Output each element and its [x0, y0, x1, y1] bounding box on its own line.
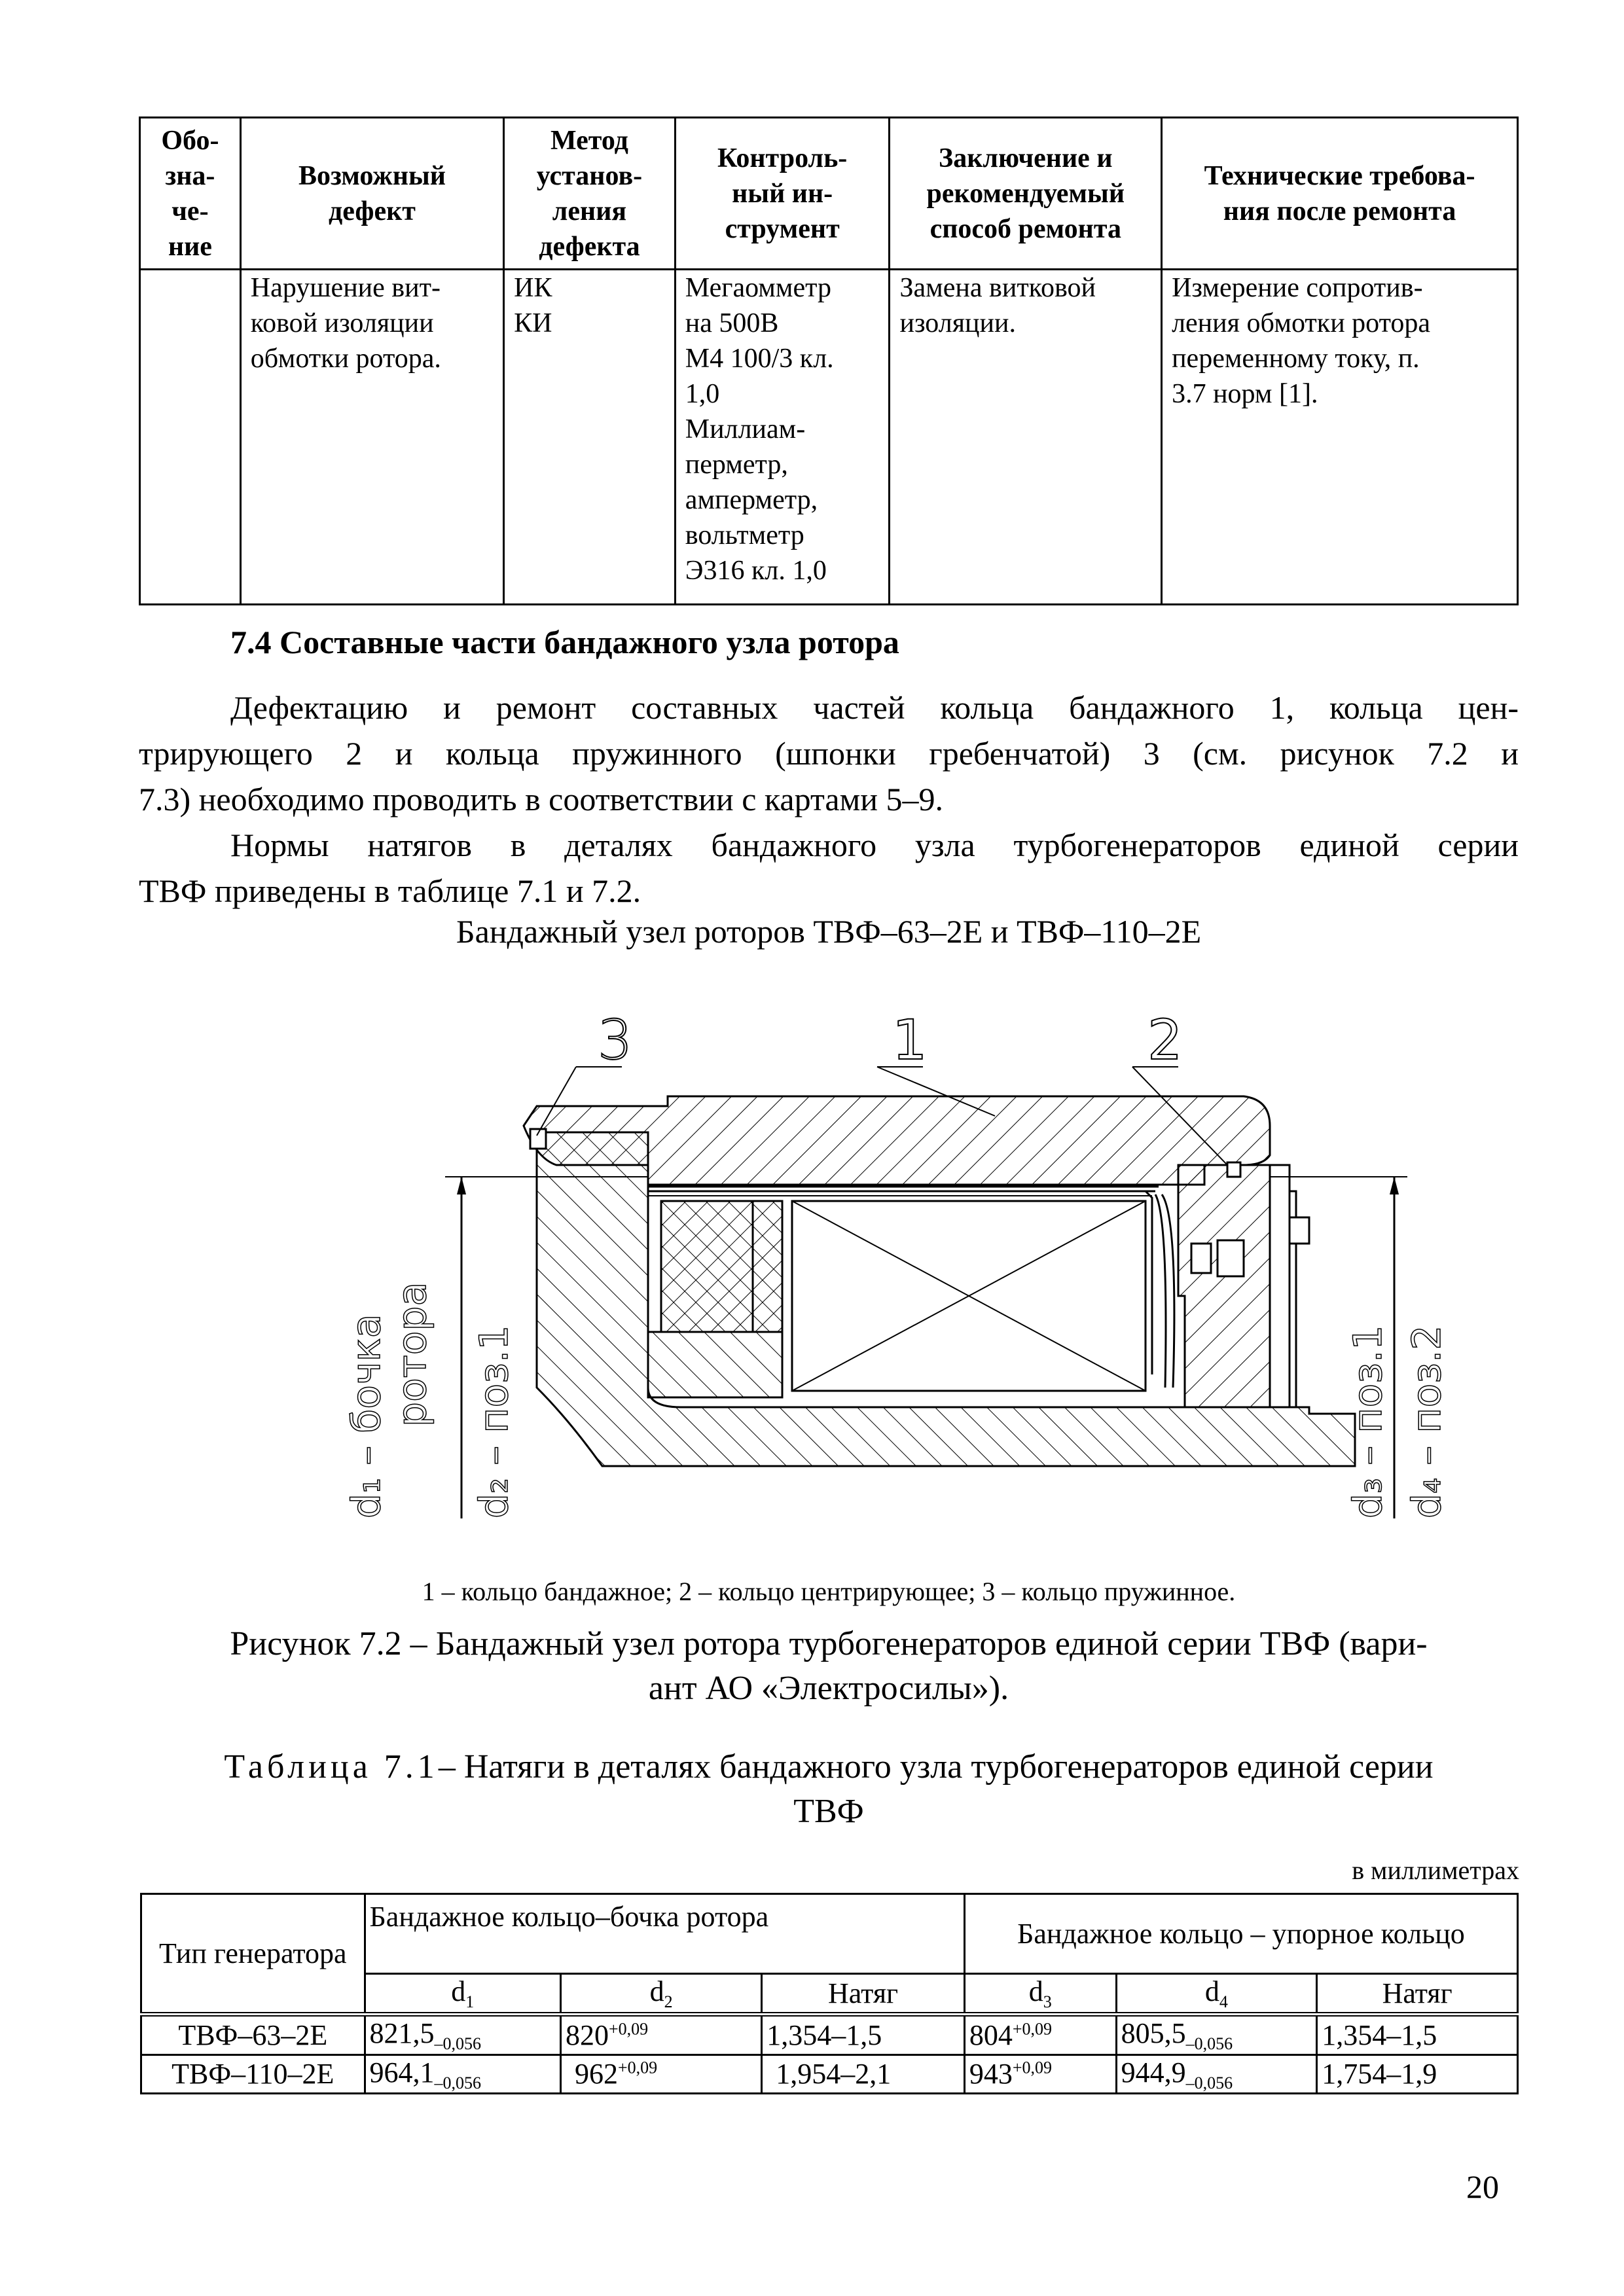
callout-2: 2	[1147, 1008, 1183, 1072]
header-defect: Возможный дефект	[240, 118, 503, 270]
header-instrument: Контроль- ный ин- струмент	[675, 118, 890, 270]
table-title-text-2: ТВФ	[793, 1793, 864, 1830]
table-row	[141, 2054, 1518, 2094]
dim-d3-label: d₃ – поз.1	[1345, 1325, 1391, 1518]
insulation-block	[753, 1201, 782, 1332]
cell-tension-1: 1,354–1,5	[762, 2014, 965, 2054]
paragraph-line: трирующего 2 и кольца пружинного (шпонки гребенчатой) 3 (см. рисунок 7.2 и	[139, 735, 1519, 772]
figure-caption	[139, 1622, 1519, 1711]
header-conclusion: Заключение и рекомендуемый способ ремонта	[890, 118, 1162, 270]
header-group-1: Бандажное кольцо–бочка ротора	[365, 1894, 964, 1974]
cell-d2: $820^{+0,09}$	[561, 2014, 762, 2054]
header-group-2: Бандажное кольцо – упорное кольцо	[964, 1894, 1517, 1974]
cell-d4: $805,5_{-0,056}$	[1116, 2014, 1317, 2054]
cell-tension-2: 1,754–1,9	[1317, 2054, 1518, 2094]
header-tension-2: Натяг	[1317, 1974, 1518, 2015]
cell-tension-1: 1,954–2,1	[762, 2054, 965, 2094]
caption-line: Рисунок 7.2 – Бандажный узел ротора турбогенераторов единой серии ТВФ (вари-	[230, 1625, 1428, 1662]
cell-instrument: Мегаомметр на 500В М4 100/3 кл. 1,0 Миллиам- перметр, амперметр, вольтметр Э316 кл. 1,0	[675, 270, 890, 605]
callout-1: 1	[892, 1008, 928, 1072]
cell-d1: $964,1_{-0,056}$	[365, 2054, 560, 2094]
header-d1: $d_1$	[365, 1974, 560, 2015]
figure-legend: 1 – кольцо бандажное; 2 – кольцо центрирующее; 3 – кольцо пружинное.	[422, 1577, 1236, 1606]
dim-d4-label: d₄ – поз.2	[1404, 1325, 1450, 1518]
paragraph-1	[139, 685, 1519, 822]
header-d3: $d_3$	[964, 1974, 1116, 2015]
caption-line: ант АО «Электросилы»).	[648, 1670, 1009, 1707]
dim-d1-label-2: ротора	[389, 1282, 435, 1427]
paragraph-line: ТВФ приведены в таблице 7.1 и 7.2.	[139, 872, 641, 909]
cell-d4: $944,9_{-0,056}$	[1116, 2054, 1317, 2094]
paragraph-line: Нормы натягов в деталях бандажного узла турбогенераторов единой серии	[230, 827, 1519, 863]
paragraph-line: Дефектацию и ремонт составных частей кольца бандажного 1, кольца цен-	[230, 689, 1519, 726]
table-title-text: – Натяги в деталях бандажного узла турбогенераторов единой серии	[438, 1748, 1434, 1785]
header-method: Метод установ- ления дефекта	[504, 118, 676, 270]
header-tension-1: Натяг	[762, 1974, 965, 2015]
cell-d1: $821,5_{-0,056}$	[365, 2014, 560, 2054]
insulation-block	[661, 1201, 753, 1332]
callout-3: 3	[598, 1008, 633, 1072]
dim-d2-label: d₂ – поз.1	[471, 1325, 517, 1518]
paragraph-2	[139, 822, 1519, 914]
cell-conclusion: Замена витковой изоляции.	[890, 270, 1162, 605]
spring-ring-right	[1227, 1162, 1240, 1177]
defect-table-row	[140, 270, 1518, 605]
cell-tension-2: 1,354–1,5	[1317, 2014, 1518, 2054]
cell-type: ТВФ–63–2Е	[141, 2014, 365, 2054]
header-requirements: Технические требова- ния после ремонта	[1162, 118, 1518, 270]
header-designation: Обо- зна- че- ние	[140, 118, 241, 270]
cell-d3: $943^{+0,09}$	[964, 2054, 1116, 2094]
centering-ring-2	[1178, 1165, 1270, 1407]
defect-table	[139, 117, 1519, 605]
cell-d3: $804^{+0,09}$	[964, 2014, 1116, 2054]
defect-table-header	[140, 118, 1518, 270]
figure-title: Бандажный узел роторов ТВФ–63–2Е и ТВФ–110–2Е	[456, 913, 1202, 950]
cell-type: ТВФ–110–2Е	[141, 2054, 365, 2094]
page-number: 20	[1466, 2168, 1499, 2205]
header-d2: $d_2$	[561, 1974, 762, 2015]
cell-requirements: Измерение сопротив- ления обмотки ротора переменному току, п. 3.7 норм [1].	[1162, 270, 1518, 605]
paragraph-line: 7.3) необходимо проводить в соответствии с картами 5–9.	[139, 781, 944, 817]
units-note: в миллиметрах	[1352, 1856, 1519, 1885]
cell-defect: Нарушение вит- ковой изоляции обмотки ротора.	[240, 270, 503, 605]
cell-method: ИК КИ	[504, 270, 676, 605]
header-d4: $d_4$	[1116, 1974, 1317, 2015]
table-title	[139, 1745, 1519, 1834]
dim-d1-label: d₁ – бочка	[344, 1314, 389, 1518]
section-heading: 7.4 Составные части бандажного узла ротора	[230, 624, 899, 660]
cell-d2: $962^{+0,09}$	[561, 2054, 762, 2094]
cell-designation	[140, 270, 241, 605]
header-generator-type: Тип генератора	[141, 1894, 365, 2015]
figure-drawing	[340, 969, 1532, 1545]
tension-table	[140, 1893, 1519, 2094]
table-title-label: Таблица 7.1	[224, 1748, 439, 1785]
table-row	[141, 2014, 1518, 2054]
